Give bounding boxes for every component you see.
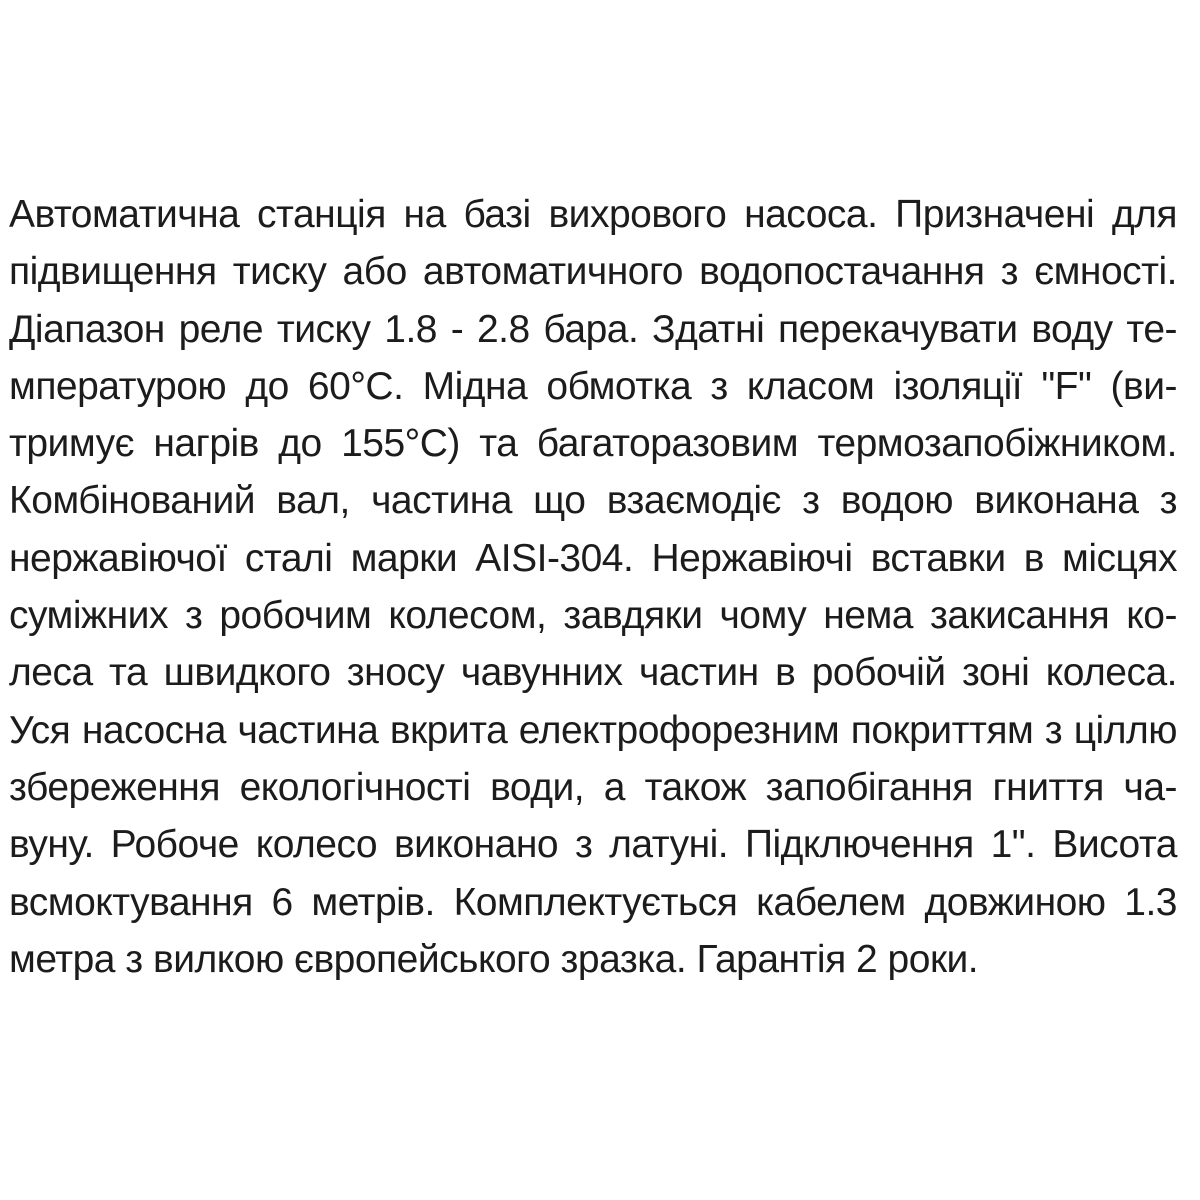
text-line: леса та швидкого зносу чавунних частин в робочій зоні колеса.: [9, 651, 1177, 695]
text-line: Діапазон реле тиску 1.8 - 2.8 бара. Здатні перекачувати воду те-: [9, 307, 1177, 351]
text-line: метра з вилкою європейського зразка. Гарантія 2 роки.: [9, 937, 979, 981]
text-line: Уся насосна частина вкрита електрофорезним покриттям з ціллю: [9, 708, 1177, 752]
product-description: [9, 186, 1177, 988]
text-line: вуну. Робоче колесо виконано з латуні. Підключення 1". Висота: [9, 823, 1177, 867]
text-line: мпературою до 60°C. Мідна обмотка з класом ізоляції "F" (ви-: [9, 364, 1177, 408]
text-line: нержавіючої сталі марки AISI-304. Нержавіючі вставки в місцях: [9, 536, 1177, 580]
text-line: Автоматична станція на базі вихрового насоса. Призначені для: [9, 193, 1177, 236]
text-line: суміжних з робочим колесом, завдяки чому нема закисання ко-: [9, 594, 1177, 638]
text-line: всмоктування 6 метрів. Комплектується кабелем довжиною 1.3: [9, 880, 1177, 924]
text-line: підвищення тиску або автоматичного водопостачання з ємності.: [9, 250, 1177, 294]
text-line: Комбінований вал, частина що взаємодіє з водою виконана з: [9, 479, 1177, 523]
text-line: збереження екологічності води, а також запобігання гниття ча-: [9, 765, 1177, 809]
text-line: тримує нагрів до 155°C) та багаторазовим термозапобіжником.: [9, 422, 1177, 466]
